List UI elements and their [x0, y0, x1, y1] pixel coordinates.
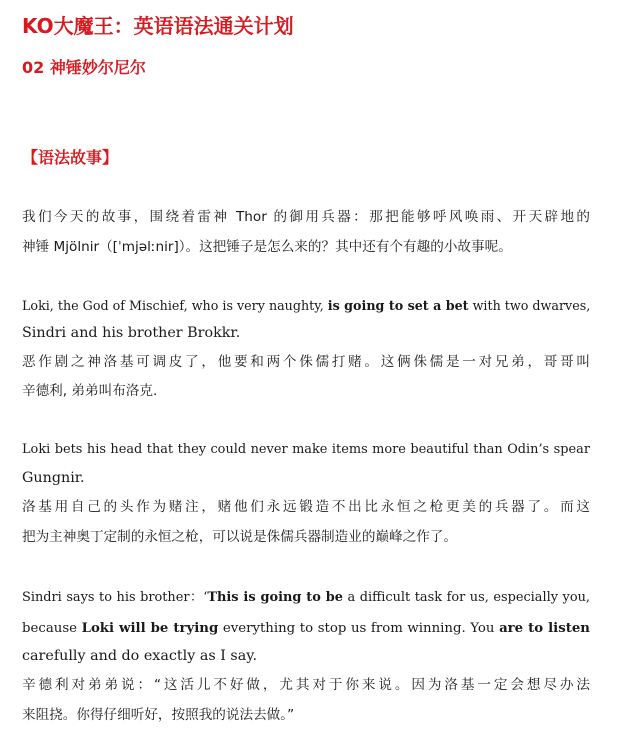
- p2-zh-line-1: 洛基用自己的头作为赌注，赌他们永远锻造不出比永恒之枪更美的兵器了。而这: [22, 499, 590, 515]
- p3-en-line-1: [22, 588, 590, 608]
- p1-en-text: Loki, the God of Mischief, who is very naughty,: [22, 298, 328, 313]
- p3-en-line-2: [22, 619, 590, 639]
- p3-en-text: Sindri says to his brother：‘: [22, 590, 208, 605]
- p3-en-text: everything to stop us from winning. You: [218, 621, 500, 636]
- p3-zh-line-1: 辛德利对弟弟说：“这活儿不好做，尤其对于你来说。因为洛基一定会想尽办法: [22, 677, 590, 693]
- intro-line-1: 我们今天的故事，围绕着雷神 Thor 的御用兵器：那把能够呼风唤雨、开天辟地的: [22, 209, 590, 225]
- p1-zh-line-1: 恶作剧之神洛基可调皮了，他要和两个侏儒打赌。这俩侏儒是一对兄弟，哥哥叫: [22, 354, 590, 370]
- p3-zh-line-2: 来阻挠。你得仔细听好，按照我的说法去做。”: [22, 707, 295, 723]
- p1-en-line-1: [22, 296, 590, 316]
- p1-en-text: with two dwarves,: [468, 298, 591, 313]
- p1-en-line-2: Sindri and his brother Brokkr.: [22, 325, 241, 341]
- document-title: KO大魔王：英语语法通关计划: [22, 14, 294, 38]
- p3-en-bold: are to listen: [499, 621, 590, 636]
- p3-en-bold: Loki will be trying: [81, 621, 219, 636]
- p3-en-text: a difficult task for us, especially you,: [343, 590, 590, 605]
- p1-zh-line-2: 辛德利, 弟弟叫布洛克.: [22, 383, 158, 399]
- intro-line-2: 神锤 Mjölnir（[ˈmjəlːnir]）。这把锤子是怎么来的？其中还有个有趣的小故事呢。: [22, 239, 512, 255]
- p1-en-bold: is going to set a bet: [327, 298, 469, 313]
- p2-en-line-1: Loki bets his head that they could never make items more beautiful than Odin’s spear: [22, 442, 590, 457]
- section-heading: 【语法故事】: [22, 148, 119, 167]
- p3-en-bold: This is going to be: [207, 590, 343, 605]
- p2-en-line-2: Gungnir.: [22, 470, 85, 486]
- document-subtitle: 02 神锤妙尔尼尔: [22, 58, 146, 77]
- p3-en-line-3: carefully and do exactly as I say.: [22, 648, 257, 664]
- p2-zh-line-2: 把为主神奥丁定制的永恒之枪，可以说是侏儒兵器制造业的巅峰之作了。: [22, 529, 457, 545]
- p3-en-text: because: [22, 621, 82, 636]
